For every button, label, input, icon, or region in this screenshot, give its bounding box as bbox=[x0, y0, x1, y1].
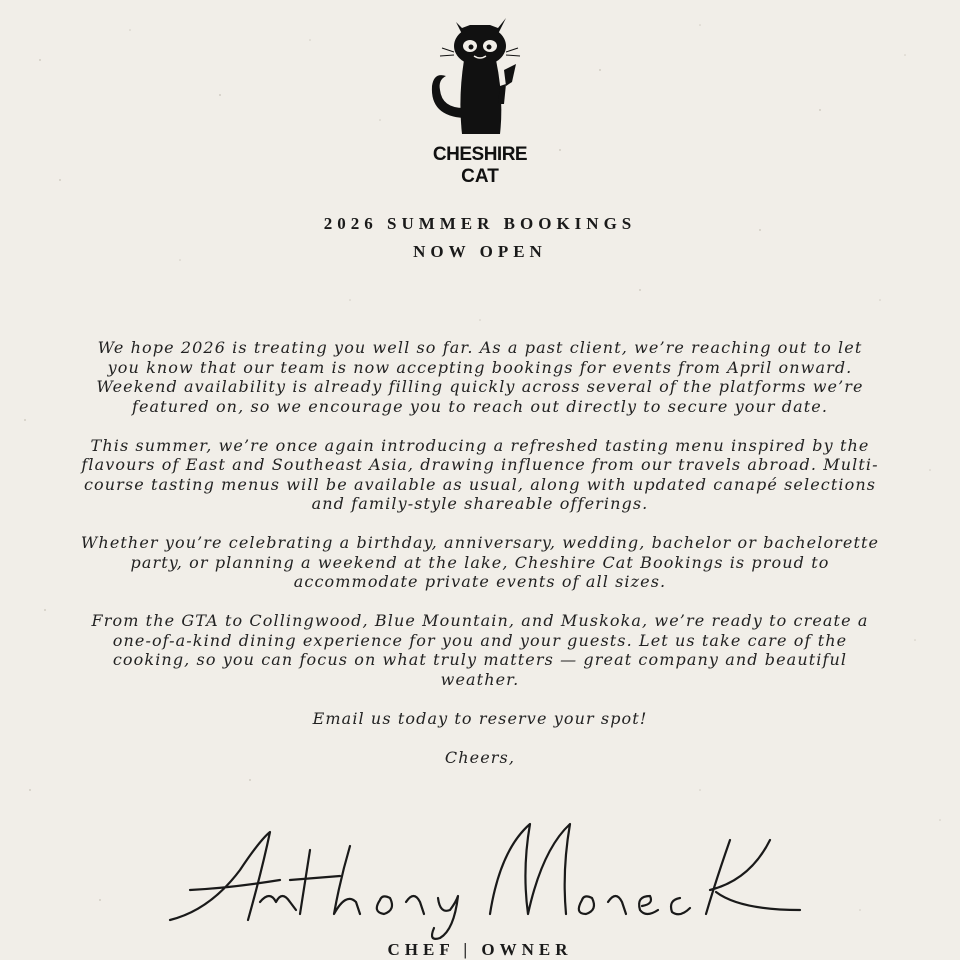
signature bbox=[150, 810, 820, 945]
paragraph-locations: From the GTA to Collingwood, Blue Mountain, and Muskoka, we’re ready to create a one-of-a-kind dining experience for you and your guests. Let us take care of the cooking, so you can focus on what truly matters — great company and beautiful weather. bbox=[91, 611, 869, 689]
logo-text-cheshire: CHESHIRE bbox=[432, 144, 528, 165]
signature-name: Anthony Moneck bbox=[150, 810, 159, 811]
letter-body bbox=[80, 338, 880, 787]
cat-icon bbox=[432, 18, 516, 134]
signer-role: CHEF | OWNER bbox=[387, 940, 573, 959]
paragraph-menu: This summer, we’re once again introducing a refreshed tasting menu inspired by the flavours of East and Southeast Asia, drawing influence from our travels abroad. Multi-course tasting menus will be available as usual, along with updated canapé selections and family-style shareable offerings. bbox=[81, 435, 879, 513]
logo-text-cat: CAT bbox=[461, 166, 499, 187]
paragraph-signoff: Cheers, bbox=[444, 747, 516, 767]
cheshire-cat-logo bbox=[420, 8, 540, 188]
page-title: 2026 SUMMER BOOKINGS bbox=[323, 214, 637, 233]
paragraph-intro: We hope 2026 is treating you well so far. As a past client, we’re reaching out to let you know that our team is now accepting bookings for events from April onward. Weekend availability is already filling quickly across several of the platforms we’re featured on, so we encourage you to reach out directly to secure your date. bbox=[96, 338, 864, 416]
paragraph-cta: Email us today to reserve your spot! bbox=[312, 708, 648, 728]
paragraph-events: Whether you’re celebrating a birthday, anniversary, wedding, bachelor or bachelorette party, or planning a weekend at the lake, Cheshire Cat Bookings is proud to accommodate private events of all sizes. bbox=[80, 533, 880, 591]
page-subtitle: NOW OPEN bbox=[413, 242, 547, 261]
